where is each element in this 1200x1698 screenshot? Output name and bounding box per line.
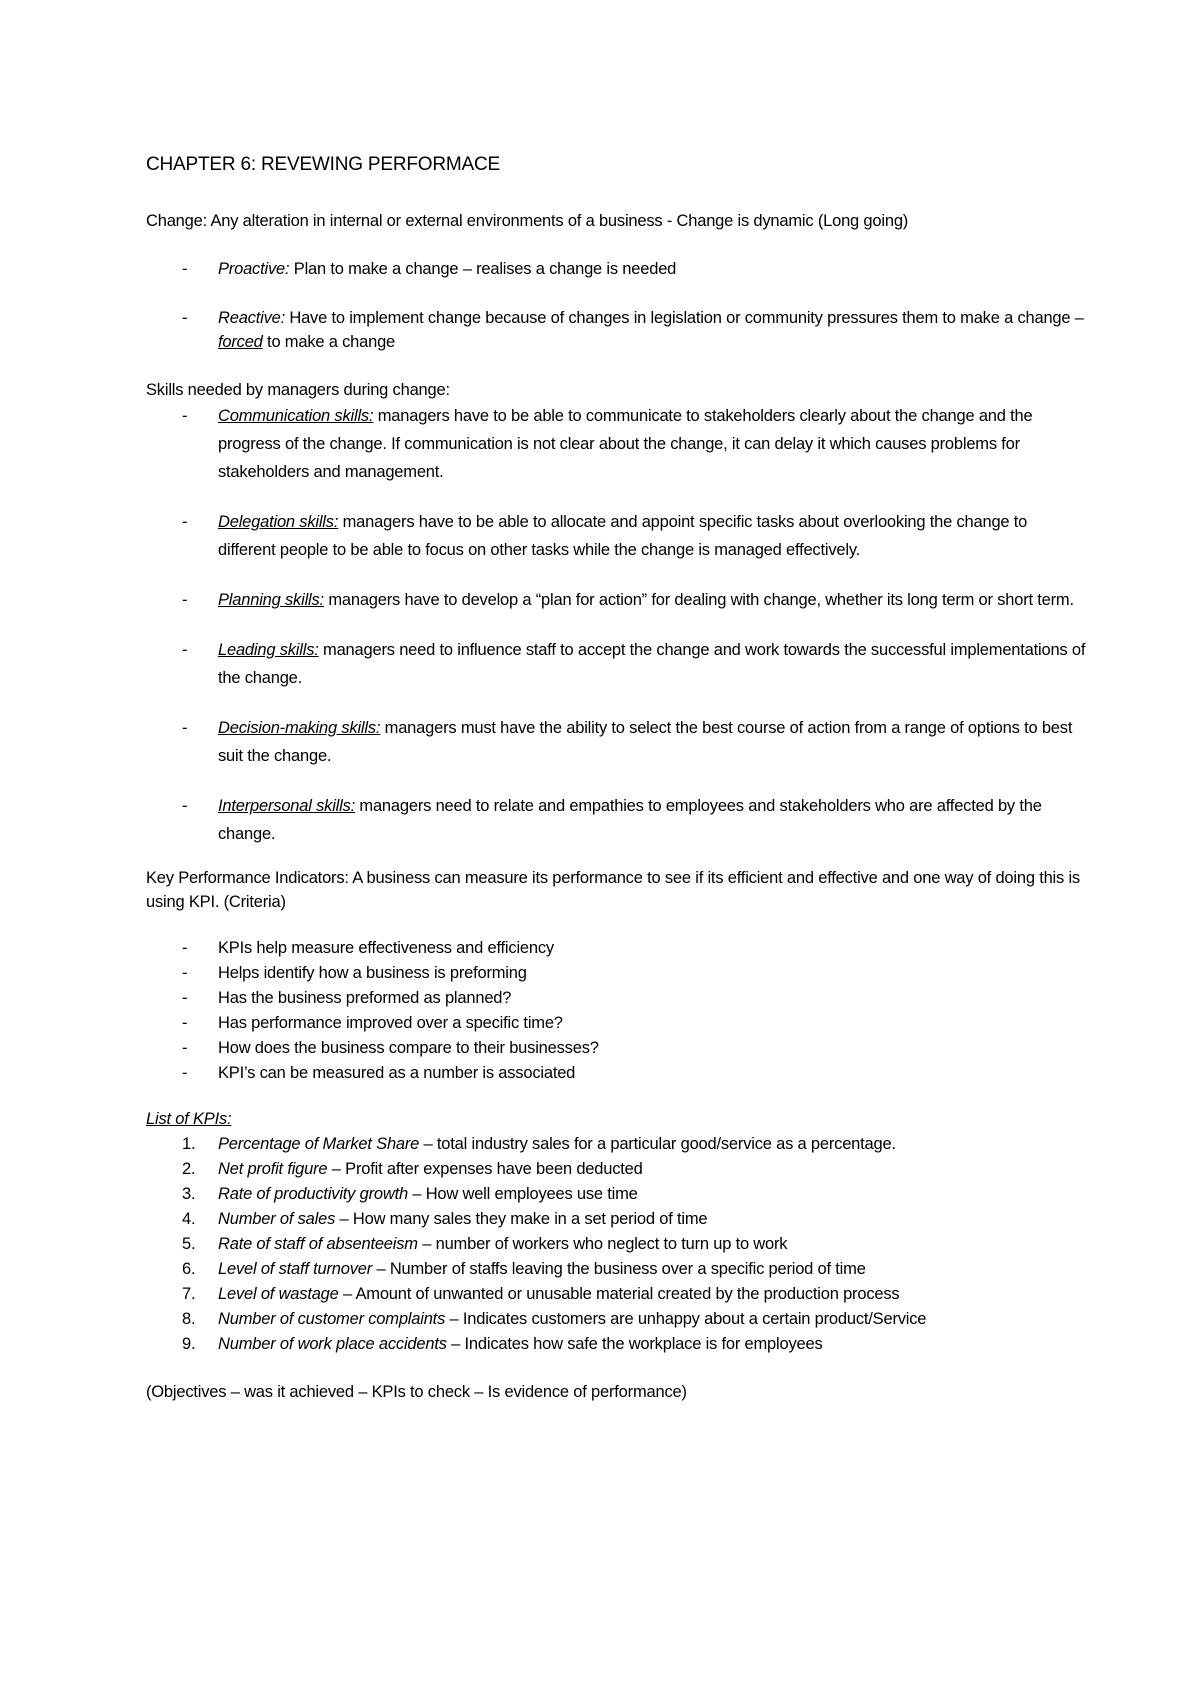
bullet-dash: - — [182, 1039, 188, 1057]
kpi-number: 4. — [182, 1210, 196, 1228]
kpi-list-item — [146, 1132, 1086, 1157]
kpi-description: – number of workers who neglect to turn up to work — [417, 1235, 788, 1253]
bullet-dash: - — [182, 964, 188, 982]
kpi-number: 9. — [182, 1335, 196, 1353]
kpi-point-text: Helps identify how a business is preforming — [218, 964, 527, 982]
page-title: CHAPTER 6: REVEWING PERFORMACE — [146, 154, 500, 175]
kpi-description: – Number of staffs leaving the business over a specific period of time — [372, 1260, 866, 1278]
bullet-dash: - — [182, 797, 188, 815]
kpi-point-text: How does the business compare to their businesses? — [218, 1039, 599, 1057]
bullet-dash: - — [182, 1014, 188, 1032]
bullet-dash: - — [182, 1064, 188, 1082]
bullet-dash: - — [182, 989, 188, 1007]
kpi-term: Net profit figure — [218, 1160, 328, 1178]
document-body — [146, 150, 1086, 1405]
kpi-number: 2. — [182, 1160, 196, 1178]
bullet-dash: - — [182, 309, 188, 327]
skill-text: managers have to develop a “plan for action” for dealing with change, whether its long term or short term. — [323, 591, 1074, 609]
skill-item — [146, 586, 1086, 614]
skill-item — [146, 792, 1086, 848]
change-text: Any alteration in internal or external environments of a business - Change is dynamic (Long going) — [206, 212, 909, 230]
kpi-point — [146, 1011, 1086, 1036]
kpi-list-item — [146, 1257, 1086, 1282]
reactive-text: Have to implement change because of changes in legislation or community pressures them to make a change – — [284, 309, 1084, 327]
kpi-description: – Profit after expenses have been deducted — [327, 1160, 643, 1178]
skill-term: Interpersonal skills: — [218, 797, 356, 815]
reactive-term: Reactive: — [218, 309, 285, 327]
skill-text: managers must have the ability to select the best course of action from a range of options to best suit the change. — [218, 719, 1073, 765]
skill-text: managers have to be able to communicate to stakeholders clearly about the change and the progress of the change. If communication is not clear about the change, it can delay it which causes problems for stakeholders and management. — [218, 407, 1033, 481]
kpi-term: Number of customer complaints — [218, 1310, 446, 1328]
kpi-point-text: Has performance improved over a specific time? — [218, 1014, 563, 1032]
skill-item — [146, 714, 1086, 770]
kpi-description: – total industry sales for a particular good/service as a percentage. — [419, 1135, 896, 1153]
bullet-dash: - — [182, 719, 188, 737]
bullet-dash: - — [182, 260, 188, 278]
kpi-list-item — [146, 1232, 1086, 1257]
kpi-number: 5. — [182, 1235, 196, 1253]
skill-term: Communication skills: — [218, 407, 374, 425]
proactive-term: Proactive: — [218, 260, 290, 278]
kpi-intro: Key Performance Indicators: A business can measure its performance to see if its efficient and effective and one way of doing this is using KPI. (Criteria) — [146, 869, 1080, 911]
skill-text: managers need to relate and empathies to employees and stakeholders who are affected by the change. — [218, 797, 1042, 843]
bullet-dash: - — [182, 939, 188, 957]
kpi-points — [146, 936, 1086, 1086]
kpi-point — [146, 961, 1086, 986]
skill-text: managers need to influence staff to accept the change and work towards the successful implementations of the change. — [218, 641, 1086, 687]
kpi-description: – Indicates how safe the workplace is for employees — [446, 1335, 823, 1353]
footer-note: (Objectives – was it achieved – KPIs to check – Is evidence of performance) — [146, 1383, 687, 1401]
change-type-reactive — [146, 306, 1086, 354]
skill-item — [146, 402, 1086, 486]
kpi-list-item — [146, 1157, 1086, 1182]
change-type-proactive — [146, 256, 1086, 282]
kpi-term: Rate of staff of absenteeism — [218, 1235, 418, 1253]
skill-text: managers have to be able to allocate and appoint specific tasks about overlooking the change to different people to be able to focus on other tasks while the change is managed effectively. — [218, 513, 1028, 559]
kpi-term: Rate of productivity growth — [218, 1185, 408, 1203]
skill-term: Planning skills: — [218, 591, 324, 609]
kpi-point-text: KPIs help measure effectiveness and efficiency — [218, 939, 554, 957]
bullet-dash: - — [182, 641, 188, 659]
kpi-list-item — [146, 1282, 1086, 1307]
skill-item — [146, 636, 1086, 692]
skill-term: Delegation skills: — [218, 513, 339, 531]
change-label: Change: — [146, 212, 207, 230]
kpi-point-text: KPI’s can be measured as a number is associated — [218, 1064, 576, 1082]
kpi-description: – Amount of unwanted or unusable material created by the production process — [338, 1285, 900, 1303]
kpi-term: Percentage of Market Share — [218, 1135, 420, 1153]
kpi-list-item — [146, 1182, 1086, 1207]
kpi-point-text: Has the business preformed as planned? — [218, 989, 512, 1007]
kpi-point — [146, 936, 1086, 961]
bullet-dash: - — [182, 513, 188, 531]
bullet-dash: - — [182, 591, 188, 609]
bullet-dash: - — [182, 407, 188, 425]
kpi-number: 7. — [182, 1285, 196, 1303]
kpi-list — [146, 1132, 1086, 1357]
skills-heading: Skills needed by managers during change: — [146, 381, 450, 399]
kpi-term: Level of wastage — [218, 1285, 339, 1303]
kpi-point — [146, 1061, 1086, 1086]
kpi-list-heading: List of KPIs: — [146, 1110, 232, 1128]
kpi-number: 6. — [182, 1260, 196, 1278]
kpi-number: 3. — [182, 1185, 196, 1203]
kpi-description: – How many sales they make in a set period of time — [335, 1210, 708, 1228]
reactive-text-end: to make a change — [262, 333, 396, 351]
kpi-list-item — [146, 1332, 1086, 1357]
kpi-description: – Indicates customers are unhappy about a certain product/Service — [445, 1310, 927, 1328]
kpi-description: – How well employees use time — [407, 1185, 638, 1203]
skill-term: Decision-making skills: — [218, 719, 381, 737]
change-definition — [146, 208, 1086, 234]
kpi-list-item — [146, 1207, 1086, 1232]
proactive-text: Plan to make a change – realises a change is needed — [289, 260, 677, 278]
kpi-term: Level of staff turnover — [218, 1260, 373, 1278]
kpi-point — [146, 986, 1086, 1011]
reactive-emphasis: forced — [218, 333, 263, 351]
skill-item — [146, 508, 1086, 564]
kpi-list-item — [146, 1307, 1086, 1332]
skill-term: Leading skills: — [218, 641, 319, 659]
kpi-term: Number of sales — [218, 1210, 336, 1228]
kpi-number: 1. — [182, 1135, 196, 1153]
kpi-term: Number of work place accidents — [218, 1335, 447, 1353]
kpi-number: 8. — [182, 1310, 196, 1328]
kpi-point — [146, 1036, 1086, 1061]
